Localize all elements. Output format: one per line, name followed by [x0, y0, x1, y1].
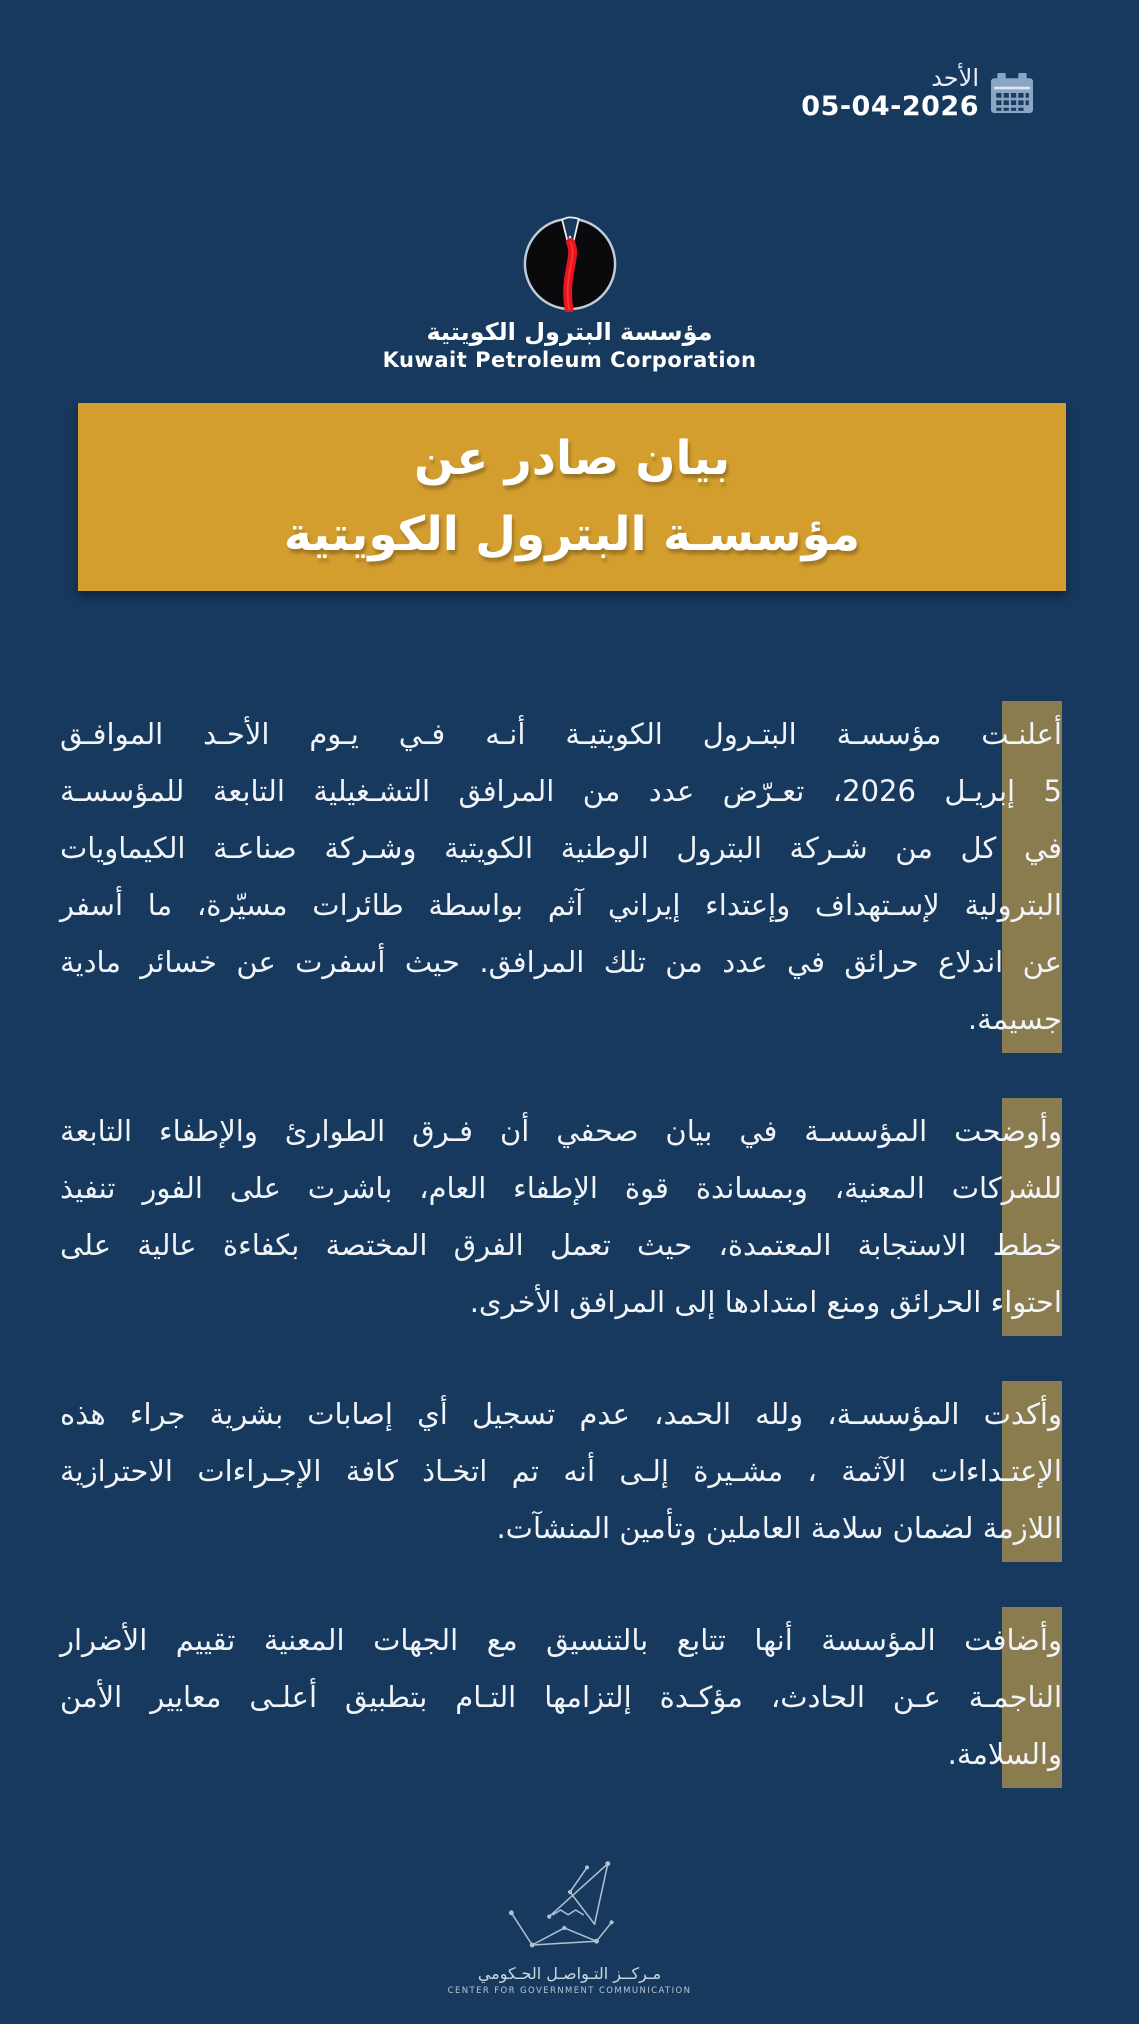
kpc-flame-circle-icon: [521, 212, 619, 312]
paragraph-line: وأضافت المؤسسة أنها تتابع بالتنسيق مع الجهات المعنية تقييم الأضرار: [60, 1623, 1062, 1657]
statement-paragraph: [60, 1612, 1062, 1783]
calendar-icon: [991, 73, 1033, 113]
date-texts: [801, 64, 979, 122]
paragraph-line: وأكدت المؤسسـة، ولله الحمد، عدم تسجيل أي إصابات بشرية جراء هذه: [60, 1397, 1062, 1431]
paragraph-line: أعلنـت مؤسسـة البتـرول الكويتيـة أنـه فـي يـوم الأحـد الموافـق: [60, 717, 1062, 751]
date-value: 05-04-2026: [801, 91, 979, 122]
paragraph-line: خطط الاستجابة المعتمدة، حيث تعمل الفرق المختصة بكفاءة عالية على: [60, 1228, 1062, 1262]
statement-paragraph: [60, 706, 1062, 1048]
statement-paragraph: [60, 1386, 1062, 1557]
kpc-logo-block: [0, 212, 1139, 372]
kpc-name-english: Kuwait Petroleum Corporation: [382, 348, 757, 372]
day-name: الأحد: [931, 64, 979, 92]
paragraph-line: جسيمة.: [967, 1002, 1062, 1036]
paragraph-line: احتواء الحرائق ومنع امتدادها إلى المرافق الأخرى.: [469, 1285, 1062, 1319]
statement-title-banner: [78, 403, 1066, 591]
dhow-boat-lineart-icon: [485, 1858, 655, 1962]
paragraph-line: اللازمة لضمان سلامة العاملين وتأمين المنشآت.: [496, 1511, 1062, 1545]
paragraph-line: في كل من شـركة البترول الوطنية الكويتية وشـركة صناعـة الكيماويات: [60, 831, 1062, 865]
footer-org-name-english: CENTER FOR GOVERNMENT COMMUNICATION: [447, 1986, 692, 1996]
kpc-name-arabic: مؤسسة البترول الكويتية: [426, 318, 713, 346]
paragraph-line: الإعتـداءات الآثمة ، مشـيرة إلـى أنه تم اتخـاذ كافة الإجـراءات الاحترازية: [60, 1454, 1062, 1488]
banner-title-line2: مؤسسـة البترول الكويتية: [283, 507, 861, 562]
statement-paragraph: [60, 1103, 1062, 1331]
footer-logo-block: [0, 1858, 1139, 1996]
paragraph-line: عن اندلاع حرائق في عدد من تلك المرافق. حيث أسفرت عن خسائر مادية: [60, 945, 1062, 979]
paragraph-line: 5 إبريـل 2026، تعـرّض عدد من المرافق التشـغيلية التابعة للمؤسسـة: [60, 774, 1062, 808]
paragraph-line: الناجمـة عـن الحادث، مؤكـدة إلتزامها التـام بتطبيق أعلـى معايير الأمن: [60, 1680, 1062, 1714]
paragraph-line: للشركات المعنية، وبمساندة قوة الإطفاء العام، باشرت على الفور تنفيذ: [60, 1171, 1062, 1205]
paragraph-line: والسلامة.: [947, 1737, 1062, 1771]
footer-org-name-arabic: مـركــز التـواصـل الحـكومي: [477, 1964, 662, 1983]
paragraph-line: وأوضحت المؤسسـة في بيان صحفي أن فـرق الطوارئ والإطفاء التابعة: [60, 1114, 1062, 1148]
paragraph-line: البترولية لإسـتهداف وإعتداء إيراني آثم بواسطة طائرات مسيّرة، ما أسفر: [60, 888, 1062, 922]
statement-paragraphs: [60, 706, 1062, 1838]
date-block: [801, 64, 1033, 122]
banner-title-line1: بيان صادر عن: [414, 431, 730, 486]
